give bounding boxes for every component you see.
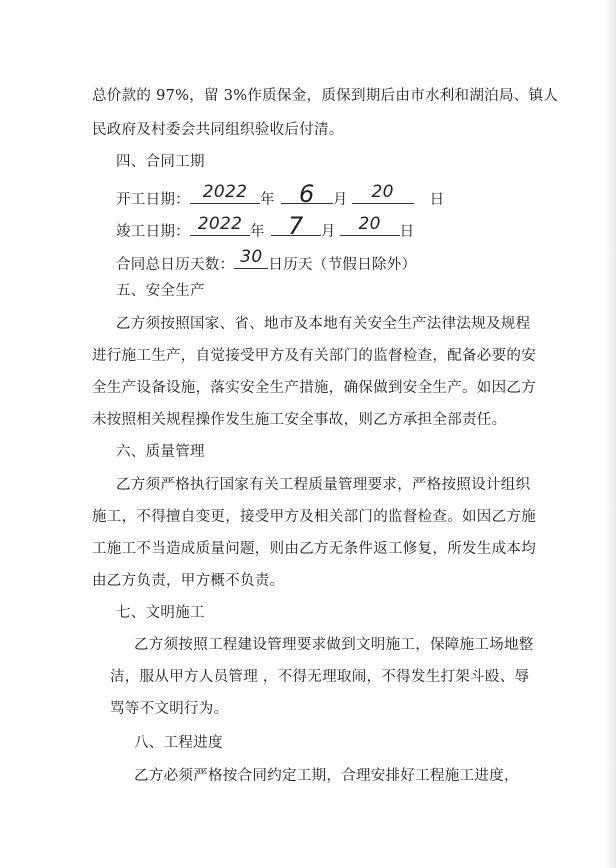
paragraph-line: 骂等不文明行为。 xyxy=(110,701,229,717)
start-year-field xyxy=(190,183,260,204)
section-heading-civilized: 七、文明施工 xyxy=(116,605,205,621)
end-day-value: 20 xyxy=(358,214,381,234)
day-unit: 日 xyxy=(429,192,445,208)
paragraph-line: 施工，不得擅自变更，接受甲方及相关部门的监督检查。如因乙方施 xyxy=(92,509,536,525)
start-day-field xyxy=(352,183,414,204)
paragraph-line: 全生产设备设施，落实安全生产措施，确保做到安全生产。如因乙方 xyxy=(92,380,536,396)
start-date-label: 开工日期： xyxy=(116,192,190,208)
end-year-field xyxy=(190,215,250,236)
section-heading-progress: 八、工程进度 xyxy=(134,735,223,751)
paragraph-line: 进行施工生产，自觉接受甲方及有关部门的监督检查，配备必要的安 xyxy=(92,348,536,364)
paragraph-line: 总价款的 97%，留 3%作质保金，质保到期后由市水利和湖泊局、镇人 xyxy=(92,88,559,104)
paragraph-line: 乙方必须严格按合同约定工期，合理安排好工程施工进度， xyxy=(134,768,519,784)
year-unit: 年 xyxy=(250,224,265,240)
day-unit: 日 xyxy=(399,224,415,240)
paragraph-line: 乙方须严格执行国家有关工程质量管理要求，严格按照设计组织 xyxy=(116,477,531,493)
paragraph-line: 未按照相关规程操作发生施工安全事故，则乙方承担全部责任。 xyxy=(92,412,507,428)
month-unit: 月 xyxy=(332,192,348,208)
end-month-field xyxy=(271,212,321,240)
total-days-suffix: 日历天（节假日除外） xyxy=(268,257,417,273)
start-month-value: 6 xyxy=(299,180,315,208)
section-heading-safety: 五、安全生产 xyxy=(116,283,205,299)
total-days-label: 合同总日历天数： xyxy=(116,257,235,273)
end-date-label: 竣工日期： xyxy=(116,224,190,240)
end-date-row xyxy=(116,212,415,242)
total-days-field xyxy=(234,248,268,269)
paragraph-line: 由乙方负责，甲方概不负责。 xyxy=(92,573,285,589)
total-days-value: 30 xyxy=(240,247,263,267)
start-date-row xyxy=(116,180,445,210)
month-unit: 月 xyxy=(320,224,336,240)
paragraph-line: 工施工不当造成质量问题，则由乙方无条件返工修复，所发生成本均 xyxy=(92,541,536,557)
total-days-row xyxy=(116,248,416,275)
end-day-field xyxy=(340,215,400,236)
page-edge-shadow xyxy=(604,0,616,868)
section-heading-quality: 六、质量管理 xyxy=(116,444,205,460)
start-day-value: 20 xyxy=(371,182,394,202)
year-unit: 年 xyxy=(260,192,275,208)
start-month-field xyxy=(281,180,333,208)
paragraph-line: 洁，服从甲方人员管理 ，不得无理取闹，不得发生打架斗殴、辱 xyxy=(110,669,530,685)
section-heading-schedule: 四、合同工期 xyxy=(116,154,205,170)
end-year-value: 2022 xyxy=(197,214,243,234)
start-year-value: 2022 xyxy=(202,182,248,202)
paragraph-line: 民政府及村委会共同组织验收后付清。 xyxy=(92,122,344,138)
paragraph-line: 乙方须按照工程建设管理要求做到文明施工，保障施工场地整 xyxy=(134,637,534,653)
end-month-value: 7 xyxy=(288,212,304,240)
paragraph-line: 乙方须按照国家、省、地市及本地有关安全生产法律法规及规程 xyxy=(116,316,531,332)
